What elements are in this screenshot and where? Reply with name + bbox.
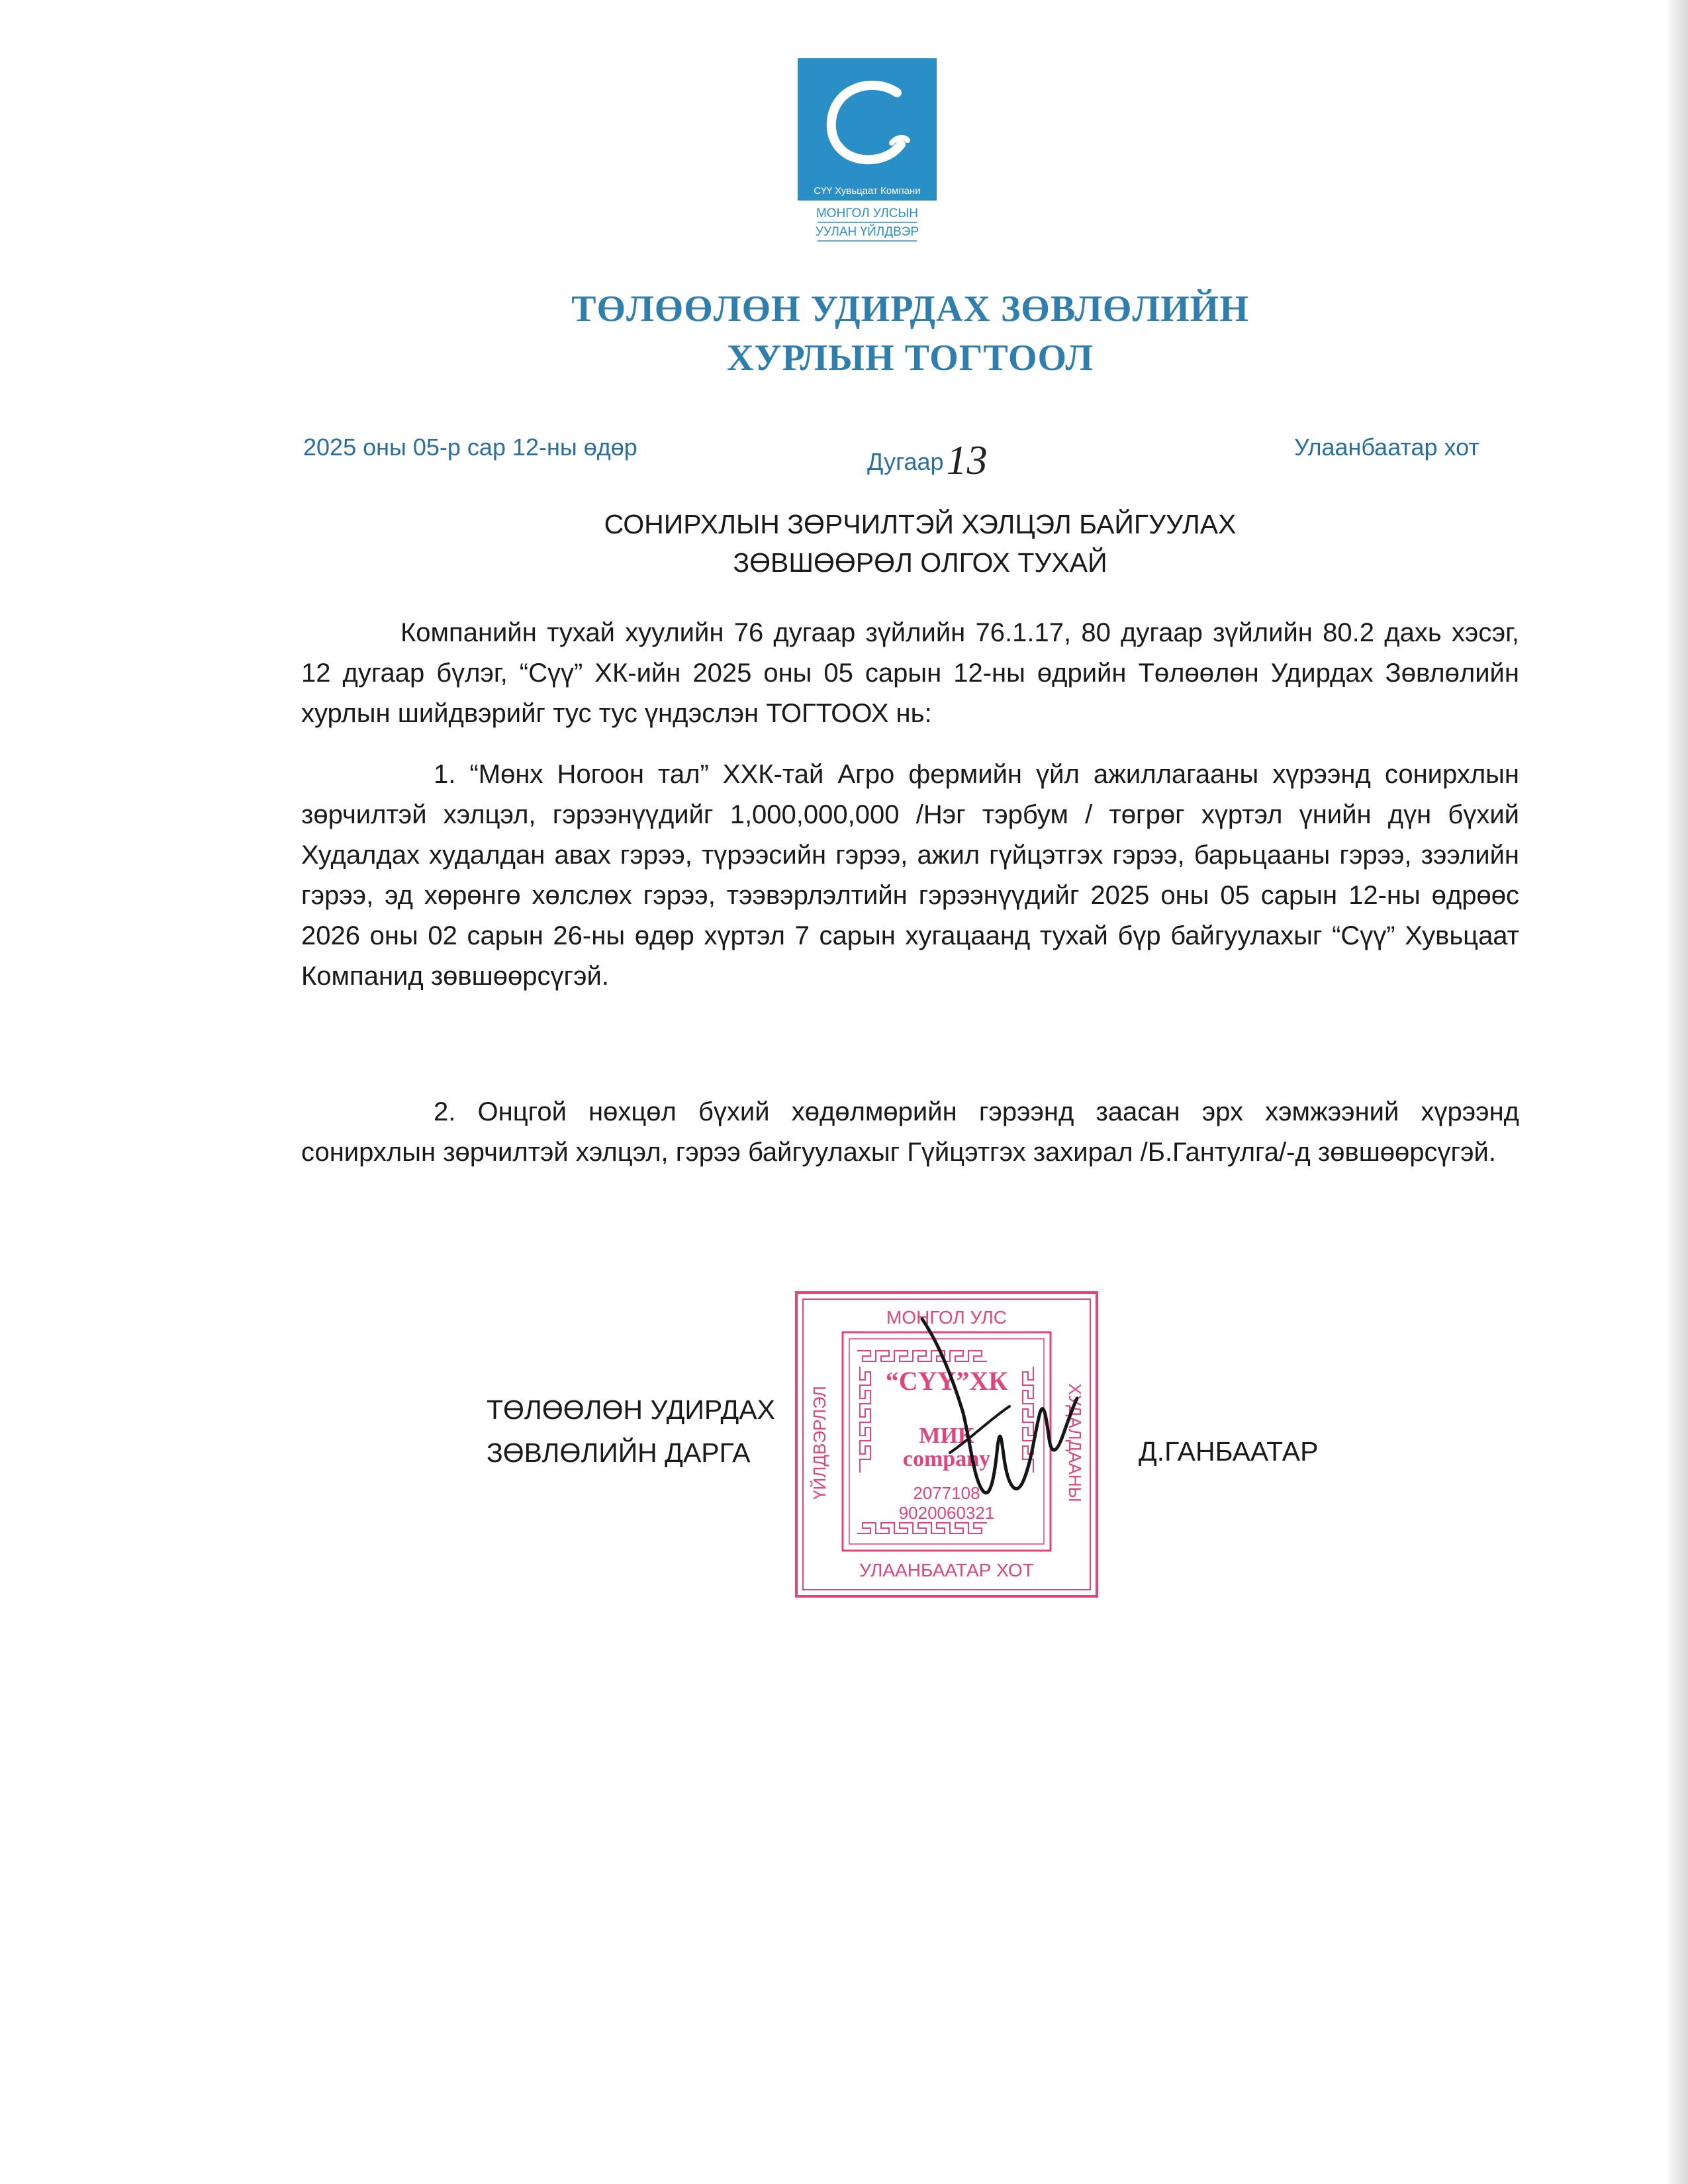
document-heading xyxy=(0,285,1688,383)
handwritten-signature xyxy=(910,1314,1082,1512)
heading-line-2: ХУРЛЫН ТОГТООЛ xyxy=(726,338,1094,379)
logo-brand-line: СҮҮ Хувьцаат Компани xyxy=(814,185,921,197)
document-city: Улаанбаатар хот xyxy=(1294,433,1479,461)
number-label: Дугаар xyxy=(867,448,944,475)
stamp-reg-1: 2077108 xyxy=(913,1483,980,1503)
resolution-item-1: 1. “Мөнх Ногоон тал” ХХК-тай Агро фермийн үйл ажиллагааны хүрээнд сонирхлын зөрчилтэй хэлцэл, гэрээнүүдийг 1,000,000,000 /Нэг тэрбум / төгрөг хүртэл үнийн дүн бүхий Худалдах худалдан авах гэрээ, түрээсийн гэрээ, ажил гүйцэтгэх гэрээ, барьцааны гэрээ, зээлийн гэрээ, эд хөрөнгө хөлслөх гэрээ, тээвэрлэлтийн гэрээнүүдийг 2025 оны 05 сарын 12-ны өдрөөс 2026 оны 02 сарын 26-ны өдөр хүртэл 7 сарын хугацаанд тухай бүр байгуулахыг “Сүү” Хувьцаат Компанид зөвшөөрсүгэй. xyxy=(301,760,1519,991)
signer-title xyxy=(487,1388,775,1475)
document-date: 2025 оны 05-р сар 12-ны өдөр xyxy=(303,433,637,461)
subject-line-2: ЗӨВШӨӨРӨЛ ОЛГОХ ТУХАЙ xyxy=(733,547,1107,578)
heading-line-1: ТӨЛӨӨЛӨН УДИРДАХ ЗӨВЛӨЛИЙН xyxy=(571,289,1249,330)
stamp-left-text: ҮЙЛДВЭРЛЭЛ xyxy=(810,1386,829,1500)
company-logo xyxy=(798,58,937,247)
stamp-company: “СҮҮ”ХК xyxy=(885,1366,1008,1396)
stamp-center-2: company xyxy=(902,1447,991,1471)
signer-name: Д.ГАНБААТАР xyxy=(1139,1436,1319,1467)
stamp-reg-2: 9020060321 xyxy=(898,1503,995,1523)
resolution-item-2: 2. Онцгой нөхцөл бүхий хөдөлмөрийн гэрээнд заасан эрх хэмжээний хүрээнд сонирхлын зөрчилтэй хэлцэл, гэрээ байгуулахыг Гүйцэтгэх захирал /Б.Гантулга/-д зөвшөөрсүгэй. xyxy=(301,1097,1519,1167)
stamp-top-text: МОНГОЛ УЛС xyxy=(886,1307,1007,1328)
stamp-right-text: ХУДАЛДААНЫ xyxy=(1065,1383,1085,1502)
stamp-center-1: МИК xyxy=(919,1424,974,1448)
document-number xyxy=(867,433,988,483)
signer-title-line-2: ЗӨВЛӨЛИЙН ДАРГА xyxy=(487,1437,751,1468)
logo-tag-line-1: МОНГОЛ УЛСЫН xyxy=(816,206,919,220)
number-value: 13 xyxy=(946,438,988,483)
logo-tag-line-2: УУЛАН ҮЙЛДВЭР xyxy=(815,225,919,239)
intro-paragraph: Компанийн тухай хуулийн 76 дугаар зүйлийн 76.1.17, 80 дугаар зүйлийн 80.2 дахь хэсэг, 12 дугаар бүлэг, “Сүү” ХК-ийн 2025 оны 05 сарын 12-ны өдрийн Төлөөлөн Удирдах Зөвлөлийн хурлын шийдвэрийг тус тус үндэслэн ТОГТООХ нь: xyxy=(301,618,1519,728)
document-subject xyxy=(0,505,1688,582)
signer-title-line-1: ТӨЛӨӨЛӨН УДИРДАХ xyxy=(487,1394,775,1425)
subject-line-1: СОНИРХЛЫН ЗӨРЧИЛТЭЙ ХЭЛЦЭЛ БАЙГУУЛАХ xyxy=(604,509,1237,539)
stamp-bottom-text: УЛААНБААТАР ХОТ xyxy=(859,1560,1034,1580)
